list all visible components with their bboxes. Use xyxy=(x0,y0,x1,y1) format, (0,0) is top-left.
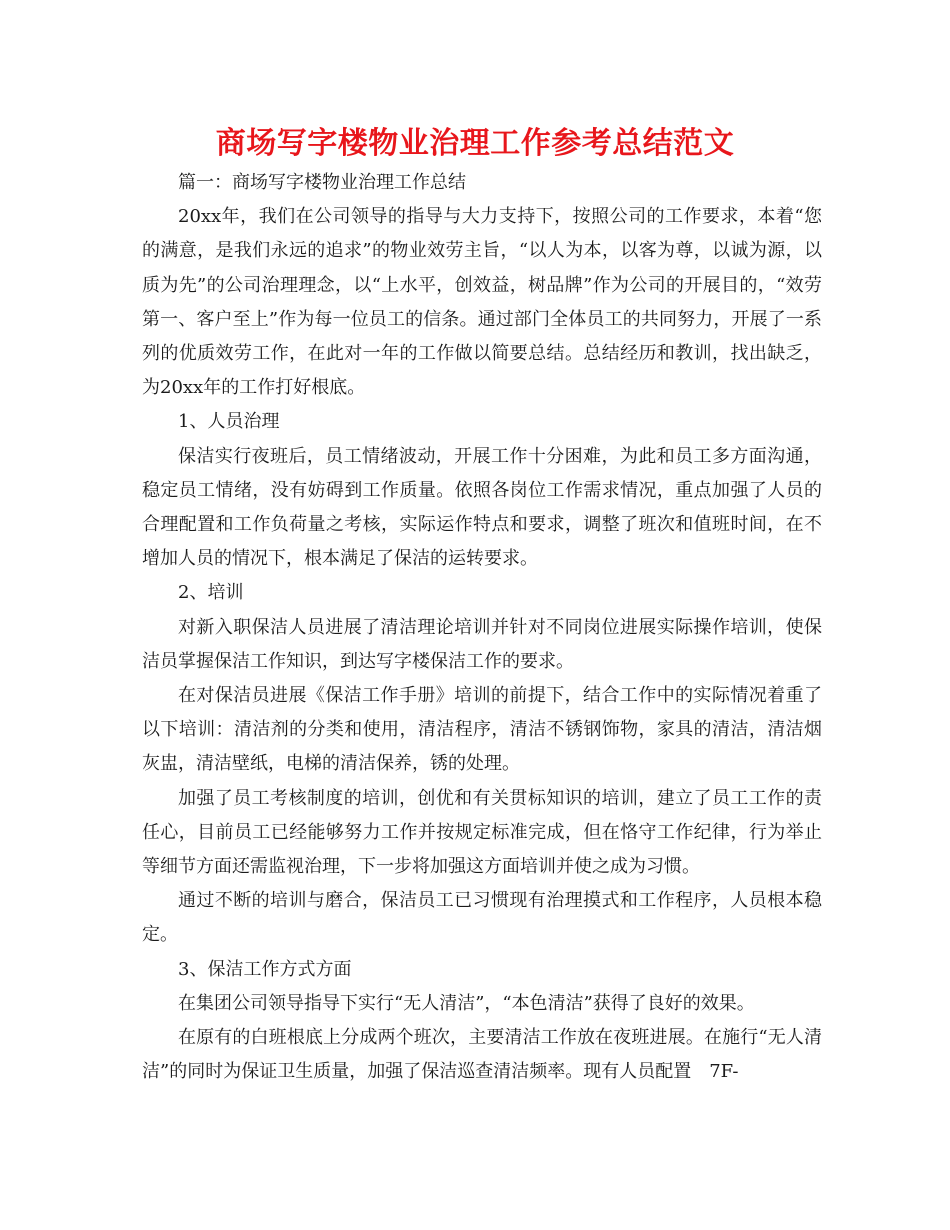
section-heading: 篇一：商场写字楼物业治理工作总结 xyxy=(178,172,466,193)
section-heading: 3、保洁工作方式方面 xyxy=(178,958,352,980)
document-title: 商场写字楼物业治理工作参考总结范文 xyxy=(215,126,735,161)
paragraph: 在对保洁员进展《保洁工作手册》培训的前提下，结合工作中的实际情况着重了以下培训：清洁剂的分类和使用，清洁程序，清洁不锈钢饰物，家具的清洁，清洁烟灰盅，清洁壁纸，电梯的清洁保养，锈的处理。 xyxy=(142,685,822,775)
paragraph: 对新入职保洁人员进展了清洁理论培训并针对不同岗位进展实际操作培训，使保洁员掌握保洁工作知识，到达写字楼保洁工作的要求。 xyxy=(142,616,822,672)
paragraph: 保洁实行夜班后，员工情绪波动，开展工作十分困难，为此和员工多方面沟通，稳定员工情绪，没有妨碍到工作质量。依照各岗位工作需求情况，重点加强了人员的合理配置和工作负荷量之考核，实际运作特点和要求，调整了班次和值班时间，在不增加人员的情况下，根本满足了保洁的运转要求。 xyxy=(142,445,822,570)
paragraph: 20xx年，我们在公司领导的指导与大力支持下，按照公司的工作要求，本着“您的满意，是我们永远的追求”的物业效劳主旨，“以人为本，以客为尊，以诚为源，以质为先”的公司治理理念，以“上水平，创效益，树品牌”作为公司的开展目的，“效劳第一、客户至上”作为每一位员工的信条。通过部门全体员工的共同努力，开展了一系列的优质效劳工作，在此对一年的工作做以简要总结。总结经历和教训，找出缺乏，为20xx年的工作打好根底。 xyxy=(142,206,822,399)
section-heading: 1、人员治理 xyxy=(178,411,280,433)
paragraph: 在原有的白班根底上分成两个班次，主要清洁工作放在夜班进展。在施行“无人清洁”的同时为保证卫生质量，加强了保洁巡查清洁频率。现有人员配置 7F- xyxy=(142,1027,822,1083)
paragraph: 加强了员工考核制度的培训，创优和有关贯标知识的培训，建立了员工工作的责任心，目前员工已经能够努力工作并按规定标准完成，但在恪守工作纪律，行为举止等细节方面还需监视治理，下一步将加强这方面培训并使之成为习惯。 xyxy=(142,787,822,878)
section-heading: 2、培训 xyxy=(178,582,244,604)
paragraph: 通过不断的培训与磨合，保洁员工已习惯现有治理摸式和工作程序，人员根本稳定。 xyxy=(142,890,822,946)
paragraph: 在集团公司领导指导下实行“无人清洁”，“本色清洁”获得了良好的效果。 xyxy=(178,992,755,1014)
document-body xyxy=(142,166,822,1089)
